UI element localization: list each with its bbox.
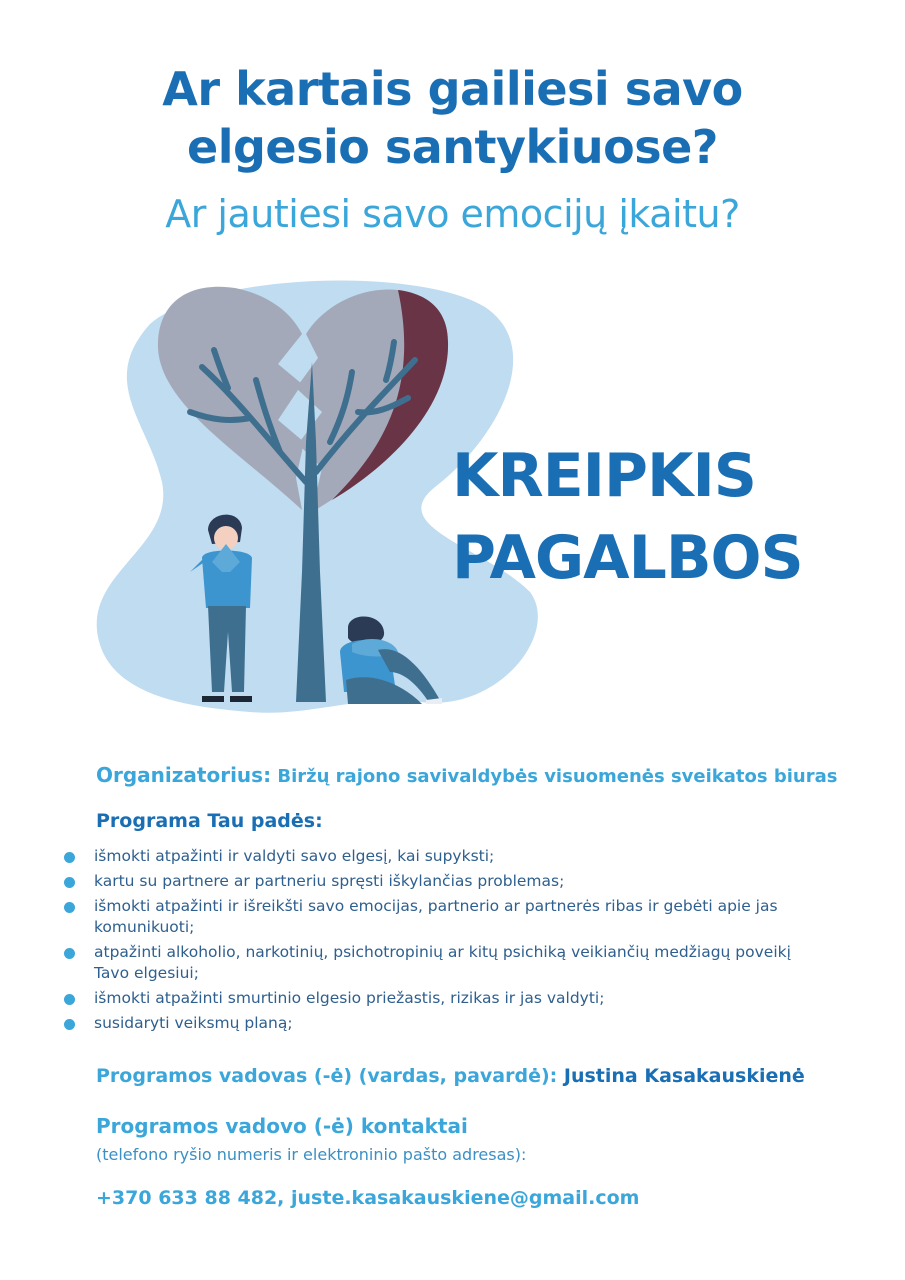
list-item-text: išmokti atpažinti ir valdyti savo elgesį, kai supyksti; xyxy=(94,847,495,865)
list-item-text: išmokti atpažinti smurtinio elgesio priežastis, rizikas ir jas valdyti; xyxy=(94,989,605,1007)
page-title-line-1: Ar kartais gailiesi savo xyxy=(162,62,743,116)
program-title: Programa Tau padės: xyxy=(96,810,323,832)
bullet-dot-icon xyxy=(64,852,75,863)
list-item xyxy=(62,988,822,1009)
bullet-dot-icon xyxy=(64,902,75,913)
list-item xyxy=(62,846,822,867)
list-item-text: susidaryti veiksmų planą; xyxy=(94,1014,293,1032)
contacts-value: +370 633 88 482, juste.kasakauskiene@gmail.com xyxy=(96,1187,640,1209)
page-subtitle: Ar jautiesi savo emocijų įkaitu? xyxy=(165,192,740,236)
contacts-note: (telefono ryšio numeris ir elektroninio pašto adresas): xyxy=(96,1145,527,1164)
contacts-title: Programos vadovo (-ė) kontaktai xyxy=(96,1114,468,1138)
list-item xyxy=(62,896,822,938)
call-to-action-line-1: KREIPKIS xyxy=(452,441,757,511)
bullet-dot-icon xyxy=(64,1019,75,1030)
list-item-text: atpažinti alkoholio, narkotinių, psichotropinių ar kitų psichiką veikiančių medžiagų poveikį Tavo elgesiui; xyxy=(94,943,791,982)
list-item xyxy=(62,1013,822,1034)
organizer xyxy=(96,762,837,790)
bullet-dot-icon xyxy=(64,948,75,959)
program-list xyxy=(62,846,822,1038)
call-to-action-line-2: PAGALBOS xyxy=(452,523,803,593)
organizer-label: Organizatorius: xyxy=(96,763,272,787)
bullet-dot-icon xyxy=(64,877,75,888)
bullet-dot-icon xyxy=(64,994,75,1005)
list-item xyxy=(62,942,822,984)
list-item-text: kartu su partnere ar partneriu spręsti iškylančias problemas; xyxy=(94,872,565,890)
page-title-line-2: elgesio santykiuose? xyxy=(187,120,718,174)
program-leader-name: Justina Kasakauskienė xyxy=(563,1065,805,1087)
organizer-value: Biržų rajono savivaldybės visuomenės sveikatos biuras xyxy=(277,766,838,787)
program-leader-label: Programos vadovas (-ė) (vardas, pavardė): xyxy=(96,1065,558,1087)
list-item-text: išmokti atpažinti ir išreikšti savo emocijas, partnerio ar partnerės ribas ir gebėti apie jas komunikuoti; xyxy=(94,897,778,936)
list-item xyxy=(62,871,822,892)
program-leader xyxy=(96,1062,805,1090)
